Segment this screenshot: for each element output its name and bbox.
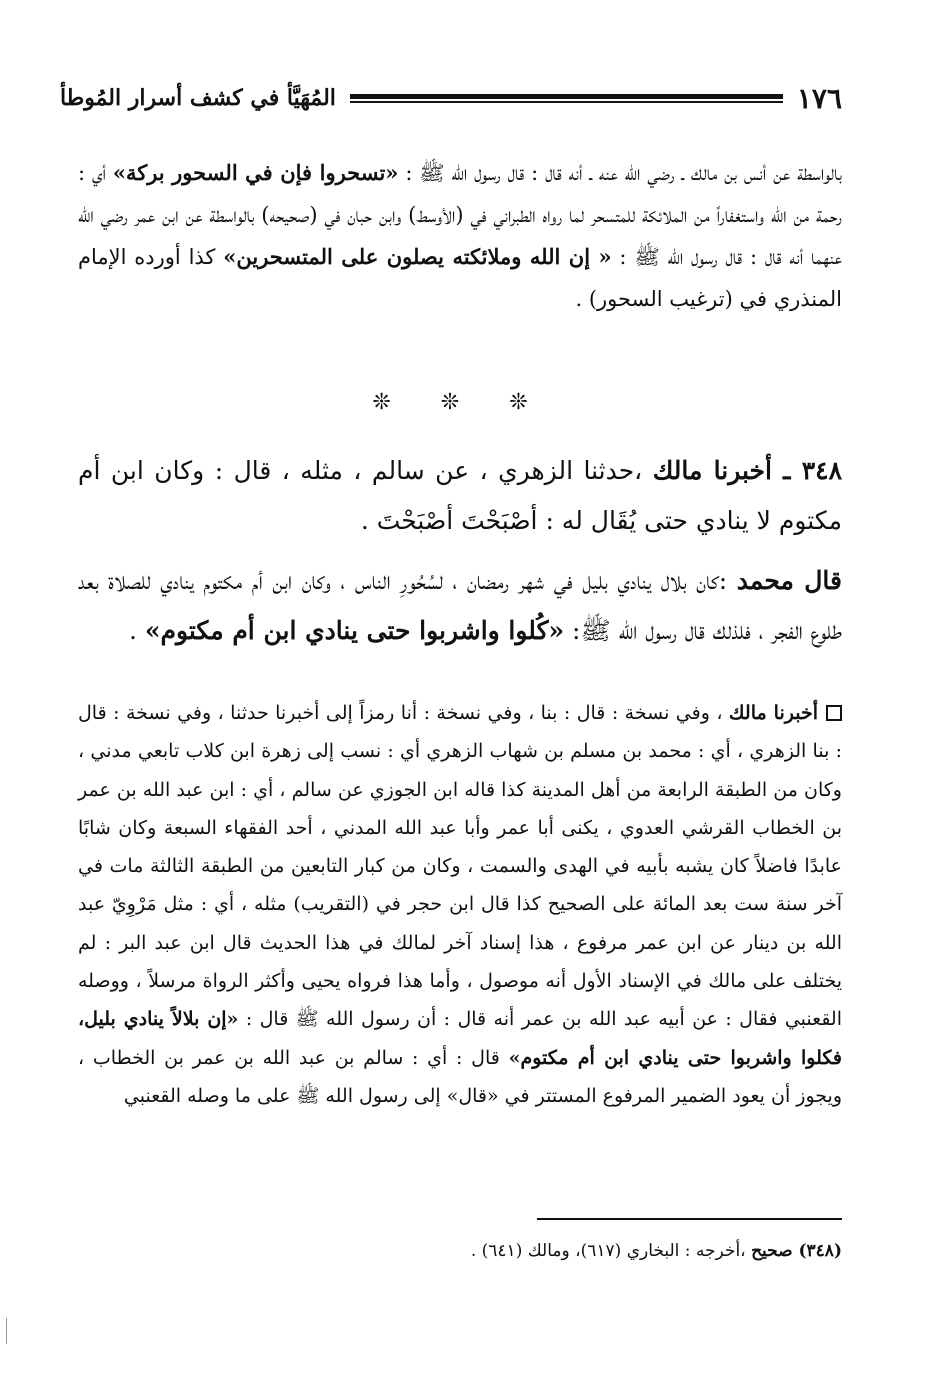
hadith-quote: «إن بلالاً ينادي بليل، فكلوا واشربوا حتى ينادي ابن أم مكتوم» <box>78 1008 842 1069</box>
commentary-text: قال : أي : سالم بن عبد الله بن عمر بن الخطاب ، ويجوز أن يعود الضمير المرفوع المستتر في «قال» إلى رسول الله ﷺ على ما وصله القعنبي <box>78 1046 842 1107</box>
margin-mark <box>6 1318 7 1344</box>
hadith-quote: «كُلوا واشربوا حتى ينادي ابن أم مكتوم» <box>144 616 565 645</box>
footnote-rule <box>537 1218 842 1220</box>
paragraph-text: بالواسطة عن أنس بن مالك ـ رضي الله عنه ـ أنه قال : قال رسول الله ﷺ : <box>398 161 842 185</box>
book-title: المُهَيَّأ في كشف أسرار المُوطأ <box>60 85 336 111</box>
hadith-quote: «تسحروا فإن في السحور بركة» <box>112 160 399 185</box>
page-number: ١٧٦ <box>796 81 842 115</box>
commentary-lead: أخبرنا مالك <box>728 702 818 724</box>
hadith-348 <box>78 446 842 546</box>
page-header <box>60 78 842 118</box>
section-separator: ❊❊❊ <box>372 390 578 415</box>
paragraph-text: كذا أورده الإمام المنذري في (ترغيب السحور) . <box>78 245 842 311</box>
footnote <box>78 1236 842 1266</box>
hadith-quote: « إن الله وملائكته يصلون على المتسحرين» <box>223 244 612 269</box>
hadith-number: ٣٤٨ ـ <box>771 456 843 485</box>
muhammad-statement <box>78 556 842 656</box>
muhammad-text: . <box>128 616 145 645</box>
commentary <box>78 694 842 1115</box>
footnote-text: ،أخرجه : البخاري (٦١٧)، ومالك (٦٤١) . <box>470 1241 752 1261</box>
muhammad-lead: قال محمد <box>736 566 842 595</box>
paragraph-text: أي : رحمة من الله واستغفاراً من الملائكة للمتسحر لما رواه الطبراني في (الأوسط) وابن حبان في (صحيحه) بالواسطة عن ابن عمر رضي الله عنهما أنه قال : قال رسول الله ﷺ : <box>78 161 842 269</box>
hadith-lead: أخبرنا مالك <box>652 456 772 485</box>
footnote-ref: (٣٤٨) صحيح <box>751 1241 842 1261</box>
square-icon <box>826 705 842 721</box>
header-rule <box>350 94 783 103</box>
muhammad-text: :كان بلال ينادي بليل في شهر رمضان ، لسُحُورِ الناس ، وكان ابن أم مكتوم ينادي للصلاة بعد طلوع الفجر ، فلذلك قال رسول الله ﷺ: <box>78 566 842 645</box>
commentary-text: ، وفي نسخة : قال : بنا ، وفي نسخة : أنا رمزاً إلى أخبرنا حدثنا ، وفي نسخة : قال : بنا الزهري ، أي : محمد بن مسلم بن شهاب الزهري أي : نسب إلى زهرة ابن كلاب تابعي مدني ، وكان من الطبقة الرابعة من أهل المدينة كذا قاله ابن الجوزي عن سالم ، أي : ابن عبد الله بن عمر بن الخطاب القرشي العدوي ، يكنى أبا عمر وأبا عبد الله المدني ، أحد الفقهاء السبعة وكان شابًا عابدًا فاضلاً كان يشبه بأبيه في الهدى والسمت ، وكان من كبار التابعين من الطبقة الثالثة مات في آخر سنة ست بعد المائة على الصحيح كذا قال ابن حجر في (التقريب) مثله ، أي : مثل مَرْوِيّ عبد الله بن دينار عن ابن عمر مرفوع ، هذا إسناد آخر لمالك في هذا الحديث قال ابن عبد البر : لم يختلف على مالك في الإسناد الأول أنه موصول ، وأما هذا فرواه يحيى وأكثر الرواة مرسلاً ، ووصله القعنبي فقال : عن أبيه عبد الله بن عمر أنه قال : أن رسول الله ﷺ قال : <box>78 702 842 1031</box>
hadith-text: ،حدثنا الزهري ، عن سالم ، مثله ، قال : وكان ابن أم مكتوم لا ينادي حتى يُقَال له : أصْبَحْتَ أصْبَحْتَ . <box>78 456 842 535</box>
paragraph-sahur <box>78 152 842 320</box>
